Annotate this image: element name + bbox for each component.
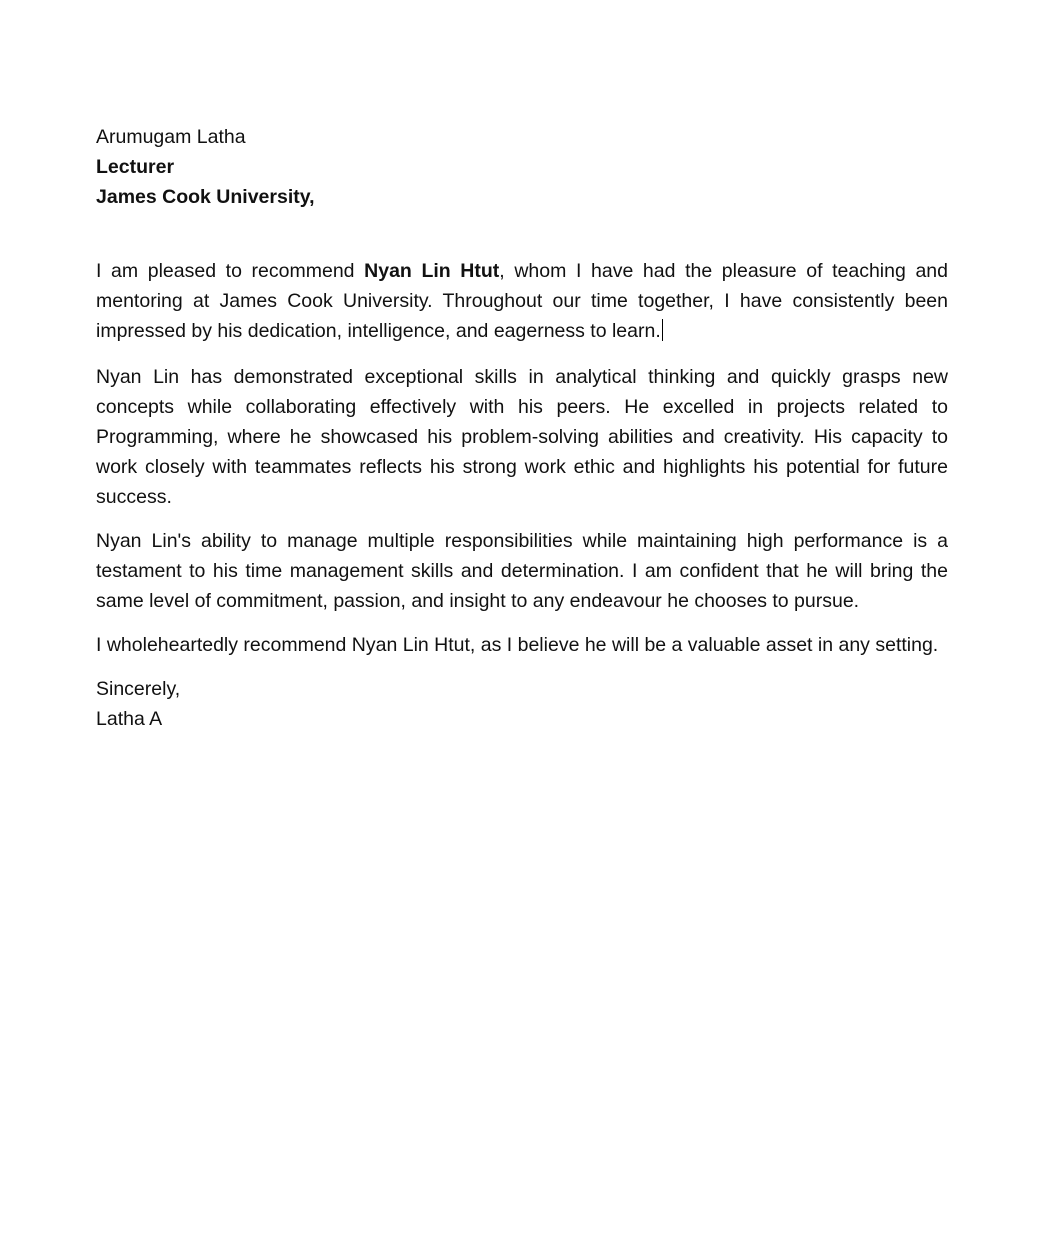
sender-institution: James Cook University, bbox=[96, 186, 315, 208]
intro-suffix: , whom I have had the pleasure of teaching and mentoring at James Cook University. Throughout our time together, I have consistently been impressed by his dedication, intelligence, and eagerness to learn. bbox=[96, 260, 948, 342]
paragraph-recommendation[interactable]: I wholeheartedly recommend Nyan Lin Htut, as I believe he will be a valuable asset in any setting. bbox=[96, 634, 939, 656]
intro-prefix: I am pleased to recommend bbox=[96, 260, 365, 282]
text-cursor bbox=[662, 319, 663, 341]
signature-name: Latha A bbox=[96, 708, 163, 730]
sender-title: Lecturer bbox=[96, 156, 175, 178]
paragraph-introduction[interactable] bbox=[96, 256, 948, 346]
closing-block bbox=[96, 674, 948, 734]
closing-salutation: Sincerely, bbox=[96, 678, 181, 700]
candidate-name: Nyan Lin Htut bbox=[364, 260, 500, 282]
letter-page bbox=[96, 122, 948, 734]
sender-name: Arumugam Latha bbox=[96, 126, 246, 148]
sender-block bbox=[96, 122, 948, 212]
paragraph-responsibilities[interactable]: Nyan Lin's ability to manage multiple responsibilities while maintaining high performance is a testament to his time management skills and determination. I am confident that he will bring the same level of commitment, passion, and insight to any endeavour he chooses to pursue. bbox=[96, 530, 948, 612]
paragraph-skills[interactable]: Nyan Lin has demonstrated exceptional skills in analytical thinking and quickly grasps new concepts while collaborating effectively with his peers. He excelled in projects related to Programming, where he showcased his problem-solving abilities and creativity. His capacity to work closely with teammates reflects his strong work ethic and highlights his potential for future success. bbox=[96, 366, 948, 508]
